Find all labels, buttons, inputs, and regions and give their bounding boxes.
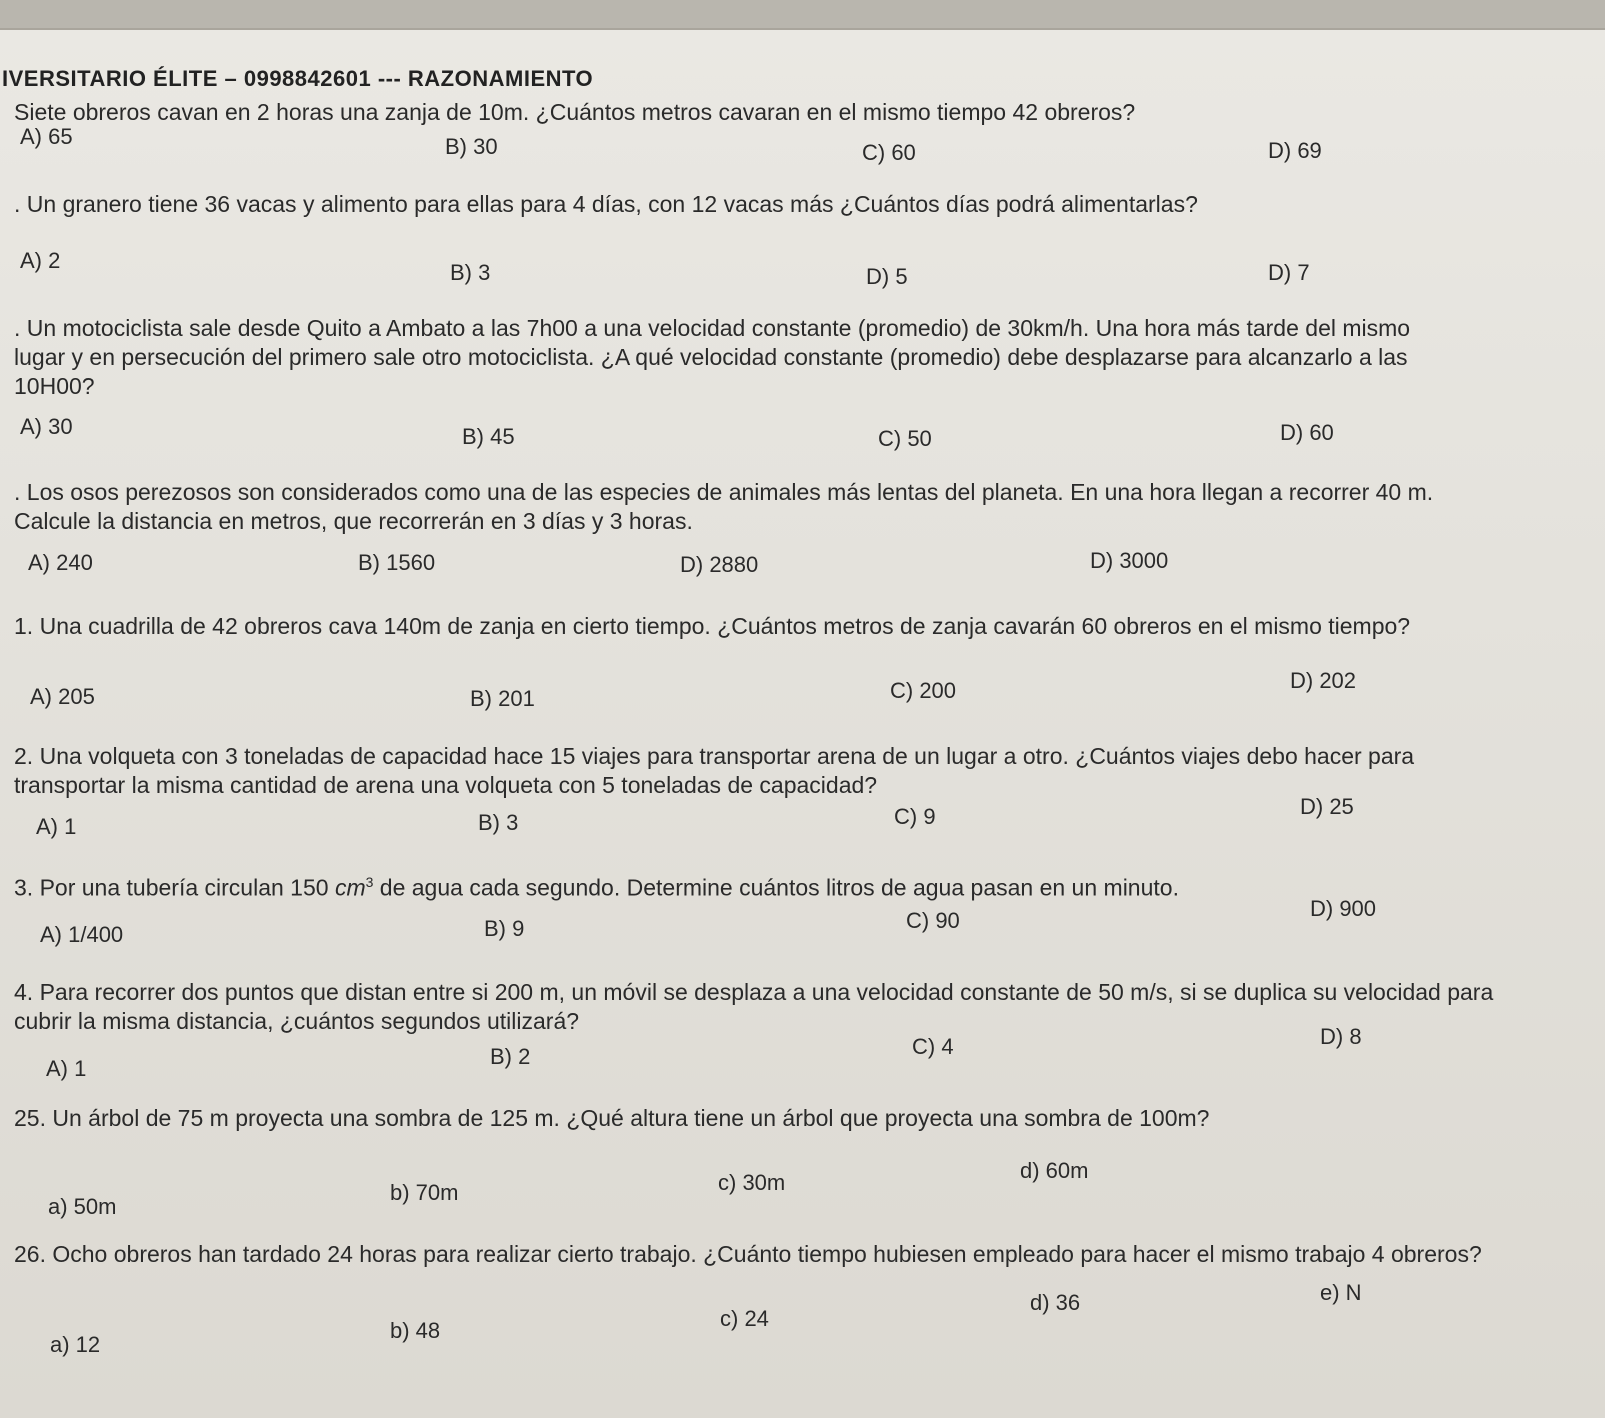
option-b: B) 1560 — [358, 550, 436, 575]
option-b: b) 70m — [390, 1180, 459, 1205]
question-number: . — [14, 191, 21, 217]
question-text — [14, 190, 1414, 219]
option-a: A) 30 — [20, 414, 73, 439]
question-body: Un árbol de 75 m proyecta una sombra de 125 m. ¿Qué altura tiene un árbol que proyecta una sombra de 100m? — [52, 1105, 1210, 1131]
question-body: Por una tubería circulan 150 — [39, 874, 335, 901]
question-1 — [14, 98, 1454, 127]
question-8 — [14, 978, 1494, 1036]
option-a: A) 240 — [28, 550, 93, 575]
question-text — [14, 742, 1474, 800]
option-b: B) 30 — [445, 134, 498, 159]
option-b: B) 45 — [462, 424, 515, 449]
option-d: D) 202 — [1290, 668, 1357, 693]
question-body: Ocho obreros han tardado 24 horas para realizar cierto trabajo. ¿Cuánto tiempo hubiesen empleado para hacer el mismo trabajo 4 obreros? — [52, 1241, 1482, 1267]
question-body-end: de agua cada segundo. Determine cuántos litros de agua pasan en un minuto. — [373, 874, 1179, 901]
option-d: D) 8 — [1320, 1024, 1362, 1049]
option-b: B) 3 — [450, 260, 491, 285]
question-text — [14, 978, 1494, 1036]
question-body: Un motociclista sale desde Quito a Ambato a las 7h00 a una velocidad constante (promedio) de 30km/h. Una hora más tarde del mismo lugar y en persecución del primero sale otro motociclista. ¿A qué velocidad constante (promedio) debe desplazarse para alcanzarlo a las 10H00? — [14, 315, 1411, 399]
option-b: B) 2 — [490, 1044, 531, 1069]
question-9 — [14, 1104, 1494, 1133]
question-5 — [14, 612, 1464, 641]
option-d: D) 3000 — [1090, 548, 1169, 573]
option-b: B) 3 — [478, 810, 519, 835]
question-text — [14, 868, 1484, 903]
option-c: C) 50 — [878, 426, 932, 451]
option-b: B) 9 — [484, 916, 525, 941]
option-c: c) 24 — [720, 1306, 769, 1331]
option-d: D) 7 — [1268, 260, 1310, 285]
question-6 — [14, 742, 1474, 800]
option-a: A) 65 — [20, 124, 73, 149]
option-c: c) 30m — [718, 1170, 786, 1195]
option-d: d) 36 — [1030, 1290, 1081, 1315]
page-edge — [0, 28, 1605, 30]
option-d: D) 900 — [1310, 896, 1377, 921]
question-number: 25. — [14, 1105, 46, 1131]
unit-cm: cm — [334, 874, 366, 901]
question-2 — [14, 190, 1414, 219]
option-c: D) 5 — [866, 264, 908, 289]
question-number: 26. — [14, 1241, 46, 1267]
option-c: C) 200 — [890, 678, 957, 703]
option-b: b) 48 — [390, 1318, 441, 1343]
option-a: A) 205 — [30, 684, 95, 709]
option-c: D) 2880 — [680, 552, 759, 577]
question-body: Una volqueta con 3 toneladas de capacidad hace 15 viajes para transportar arena de un lugar a otro. ¿Cuántos viajes debo hacer para transportar la misma cantidad de arena una volqueta con 5 toneladas de capacidad? — [14, 743, 1415, 798]
option-d: D) 60 — [1280, 420, 1334, 445]
question-body: Los osos perezosos son considerados como una de las especies de animales más lentas del planeta. En una hora llegan a recorrer 40 m. Calcule la distancia en metros, que recorrerán en 3 días y 3 horas. — [14, 479, 1434, 534]
option-d: D) 69 — [1268, 138, 1322, 163]
question-3 — [14, 314, 1459, 401]
question-4 — [14, 478, 1454, 536]
question-text — [14, 1240, 1504, 1269]
question-text — [14, 1104, 1494, 1133]
question-number: 2. — [14, 743, 34, 769]
option-d: D) 25 — [1300, 794, 1354, 819]
option-a: A) 1/400 — [40, 922, 124, 947]
worksheet-page — [0, 28, 1605, 1418]
question-10 — [14, 1240, 1504, 1269]
unit-exponent: 3 — [365, 874, 374, 890]
question-text — [14, 314, 1459, 401]
option-c: C) 9 — [894, 804, 936, 829]
question-number: . — [14, 315, 21, 341]
question-7 — [14, 868, 1484, 903]
question-text — [14, 478, 1454, 536]
worksheet-header: IVERSITARIO ÉLITE – 0998842601 --- RAZONAMIENTO — [2, 66, 594, 91]
option-a: A) 1 — [36, 814, 77, 839]
option-a: A) 2 — [20, 248, 61, 273]
question-body: Para recorrer dos puntos que distan entre si 200 m, un móvil se desplaza a una velocidad constante de 50 m/s, si se duplica su velocidad para cubrir la misma distancia, ¿cuántos segundos utilizará? — [14, 979, 1494, 1034]
option-a: A) 1 — [46, 1056, 87, 1081]
question-number: . — [14, 479, 21, 505]
question-body: Una cuadrilla de 42 obreros cava 140m de zanja en cierto tiempo. ¿Cuántos metros de zanja cavarán 60 obreros en el mismo tiempo? — [39, 613, 1411, 639]
option-d: d) 60m — [1020, 1158, 1089, 1183]
question-number: 4. — [14, 979, 34, 1005]
question-number: 1. — [14, 613, 34, 639]
question-text — [14, 98, 1454, 127]
option-c: C) 60 — [862, 140, 916, 165]
option-a: a) 12 — [50, 1332, 101, 1357]
option-c: C) 90 — [906, 908, 960, 933]
option-c: C) 4 — [912, 1034, 954, 1059]
question-text — [14, 612, 1464, 641]
question-body: Un granero tiene 36 vacas y alimento para ellas para 4 días, con 12 vacas más ¿Cuántos días podrá alimentarlas? — [26, 191, 1198, 217]
question-number: 3. — [14, 874, 34, 901]
question-body: Siete obreros cavan en 2 horas una zanja de 10m. ¿Cuántos metros cavaran en el mismo tiempo 42 obreros? — [14, 99, 1136, 125]
option-a: a) 50m — [48, 1194, 117, 1219]
option-e: e) N — [1320, 1280, 1362, 1305]
option-b: B) 201 — [470, 686, 535, 711]
